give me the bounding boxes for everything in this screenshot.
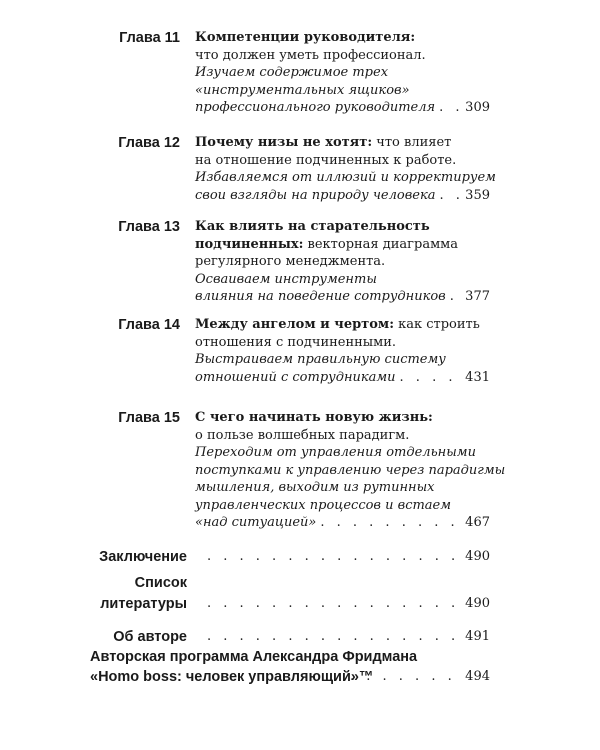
chapter-line <box>195 253 490 271</box>
chapter-label: Глава 15 <box>118 410 180 426</box>
chapter-label: Глава 11 <box>119 30 180 46</box>
page-number: 494 <box>465 669 490 684</box>
chapter-line <box>195 152 490 170</box>
chapter-description: «над ситуацией» <box>195 515 317 530</box>
chapter-title: Между ангелом и чертом: <box>195 317 394 332</box>
entry-title-line-2: литературы <box>100 596 187 612</box>
chapter-line <box>195 409 490 427</box>
chapter-subtitle: векторная диаграмма <box>303 236 459 252</box>
chapter-description: «инструментальных ящиков» <box>195 82 410 98</box>
chapter-subtitle: на отношение подчиненных к работе. <box>195 152 457 168</box>
entry-title-line-2: «Homo boss: человек управляющий»™ <box>90 669 374 685</box>
chapter-description: влияния на поведение сотрудников <box>195 289 446 304</box>
chapter-label: Глава 13 <box>118 219 180 235</box>
chapter-line <box>195 479 490 497</box>
chapter-label: Глава 14 <box>118 317 180 333</box>
chapter-description: профессионального руководителя <box>195 100 436 115</box>
chapter-subtitle: о пользе волшебных парадигм. <box>195 427 410 443</box>
chapter-line <box>195 169 496 187</box>
chapter-line <box>195 514 490 532</box>
dot-leader <box>439 99 461 117</box>
chapter-title: подчиненных: <box>195 236 304 252</box>
chapter-description: управленческих процессов и встаем <box>195 497 452 513</box>
chapter-line <box>195 316 490 334</box>
dot-leader <box>207 628 461 646</box>
chapter-subtitle: что должен уметь профессионал. <box>195 47 426 63</box>
page-number: 491 <box>465 629 490 644</box>
entry-title: Об авторе <box>113 629 187 645</box>
chapter-title: С чего начинать новую жизнь: <box>195 410 433 425</box>
chapter-line <box>195 369 490 387</box>
chapter-line <box>195 134 490 152</box>
chapter-line <box>195 29 490 47</box>
chapter-line <box>195 47 490 65</box>
page-number: 490 <box>465 596 490 611</box>
page-number: 467 <box>465 515 490 530</box>
chapter-line <box>195 351 490 369</box>
chapter-subtitle: что влияет <box>372 135 452 150</box>
chapter-label: Глава 12 <box>118 135 180 151</box>
chapter-line <box>195 444 490 462</box>
chapter-subtitle: как строить <box>394 317 480 332</box>
chapter-line <box>195 82 490 100</box>
chapter-description: отношений с сотрудниками <box>195 369 396 385</box>
chapter-line <box>195 497 490 515</box>
dot-leader <box>450 288 461 306</box>
entry-title-line-1: Список <box>134 575 187 591</box>
chapter-line <box>195 334 490 352</box>
chapter-description: Осваиваем инструменты <box>195 271 377 287</box>
entry-title-line-1: Авторская программа Александра Фридмана <box>90 649 418 665</box>
chapter-line <box>195 99 490 117</box>
chapter-subtitle: регулярного менеджмента. <box>195 254 386 269</box>
chapter-title: Как влиять на старательность <box>195 219 430 234</box>
entry-title: Заключение <box>99 549 187 565</box>
chapter-description: мышления, выходим из рутинных <box>195 480 435 495</box>
chapter-description: Изучаем содержимое трех <box>195 65 389 80</box>
chapter-subtitle: отношения с подчиненными. <box>195 334 397 350</box>
chapter-description: Переходим от управления отдельными <box>195 445 476 460</box>
chapter-line <box>195 64 490 82</box>
dot-leader <box>439 187 461 205</box>
page-number: 309 <box>465 100 490 115</box>
chapter-line <box>195 271 490 289</box>
chapter-line <box>195 462 506 480</box>
chapter-line <box>195 288 490 306</box>
chapter-description: свои взгляды на природу человека <box>195 187 436 203</box>
dot-leader <box>207 548 461 566</box>
page-number: 431 <box>465 369 490 385</box>
chapter-title: Почему низы не хотят: <box>195 135 373 150</box>
page-number: 359 <box>465 187 490 203</box>
chapter-description: Выстраиваем правильную систему <box>195 352 446 367</box>
page-number: 377 <box>465 289 490 304</box>
dot-leader <box>400 369 462 387</box>
dot-leader <box>350 668 461 686</box>
chapter-line <box>195 236 490 254</box>
dot-leader <box>207 595 461 613</box>
chapter-line <box>195 218 490 236</box>
chapter-line <box>195 187 490 205</box>
chapter-line <box>195 427 490 445</box>
dot-leader <box>320 514 461 532</box>
chapter-description: поступками к управлению через парадигмы <box>195 462 506 478</box>
chapter-title: Компетенции руководителя: <box>195 30 416 45</box>
chapter-description: Избавляемся от иллюзий и корректируем <box>195 170 496 185</box>
page-number: 490 <box>465 549 490 564</box>
